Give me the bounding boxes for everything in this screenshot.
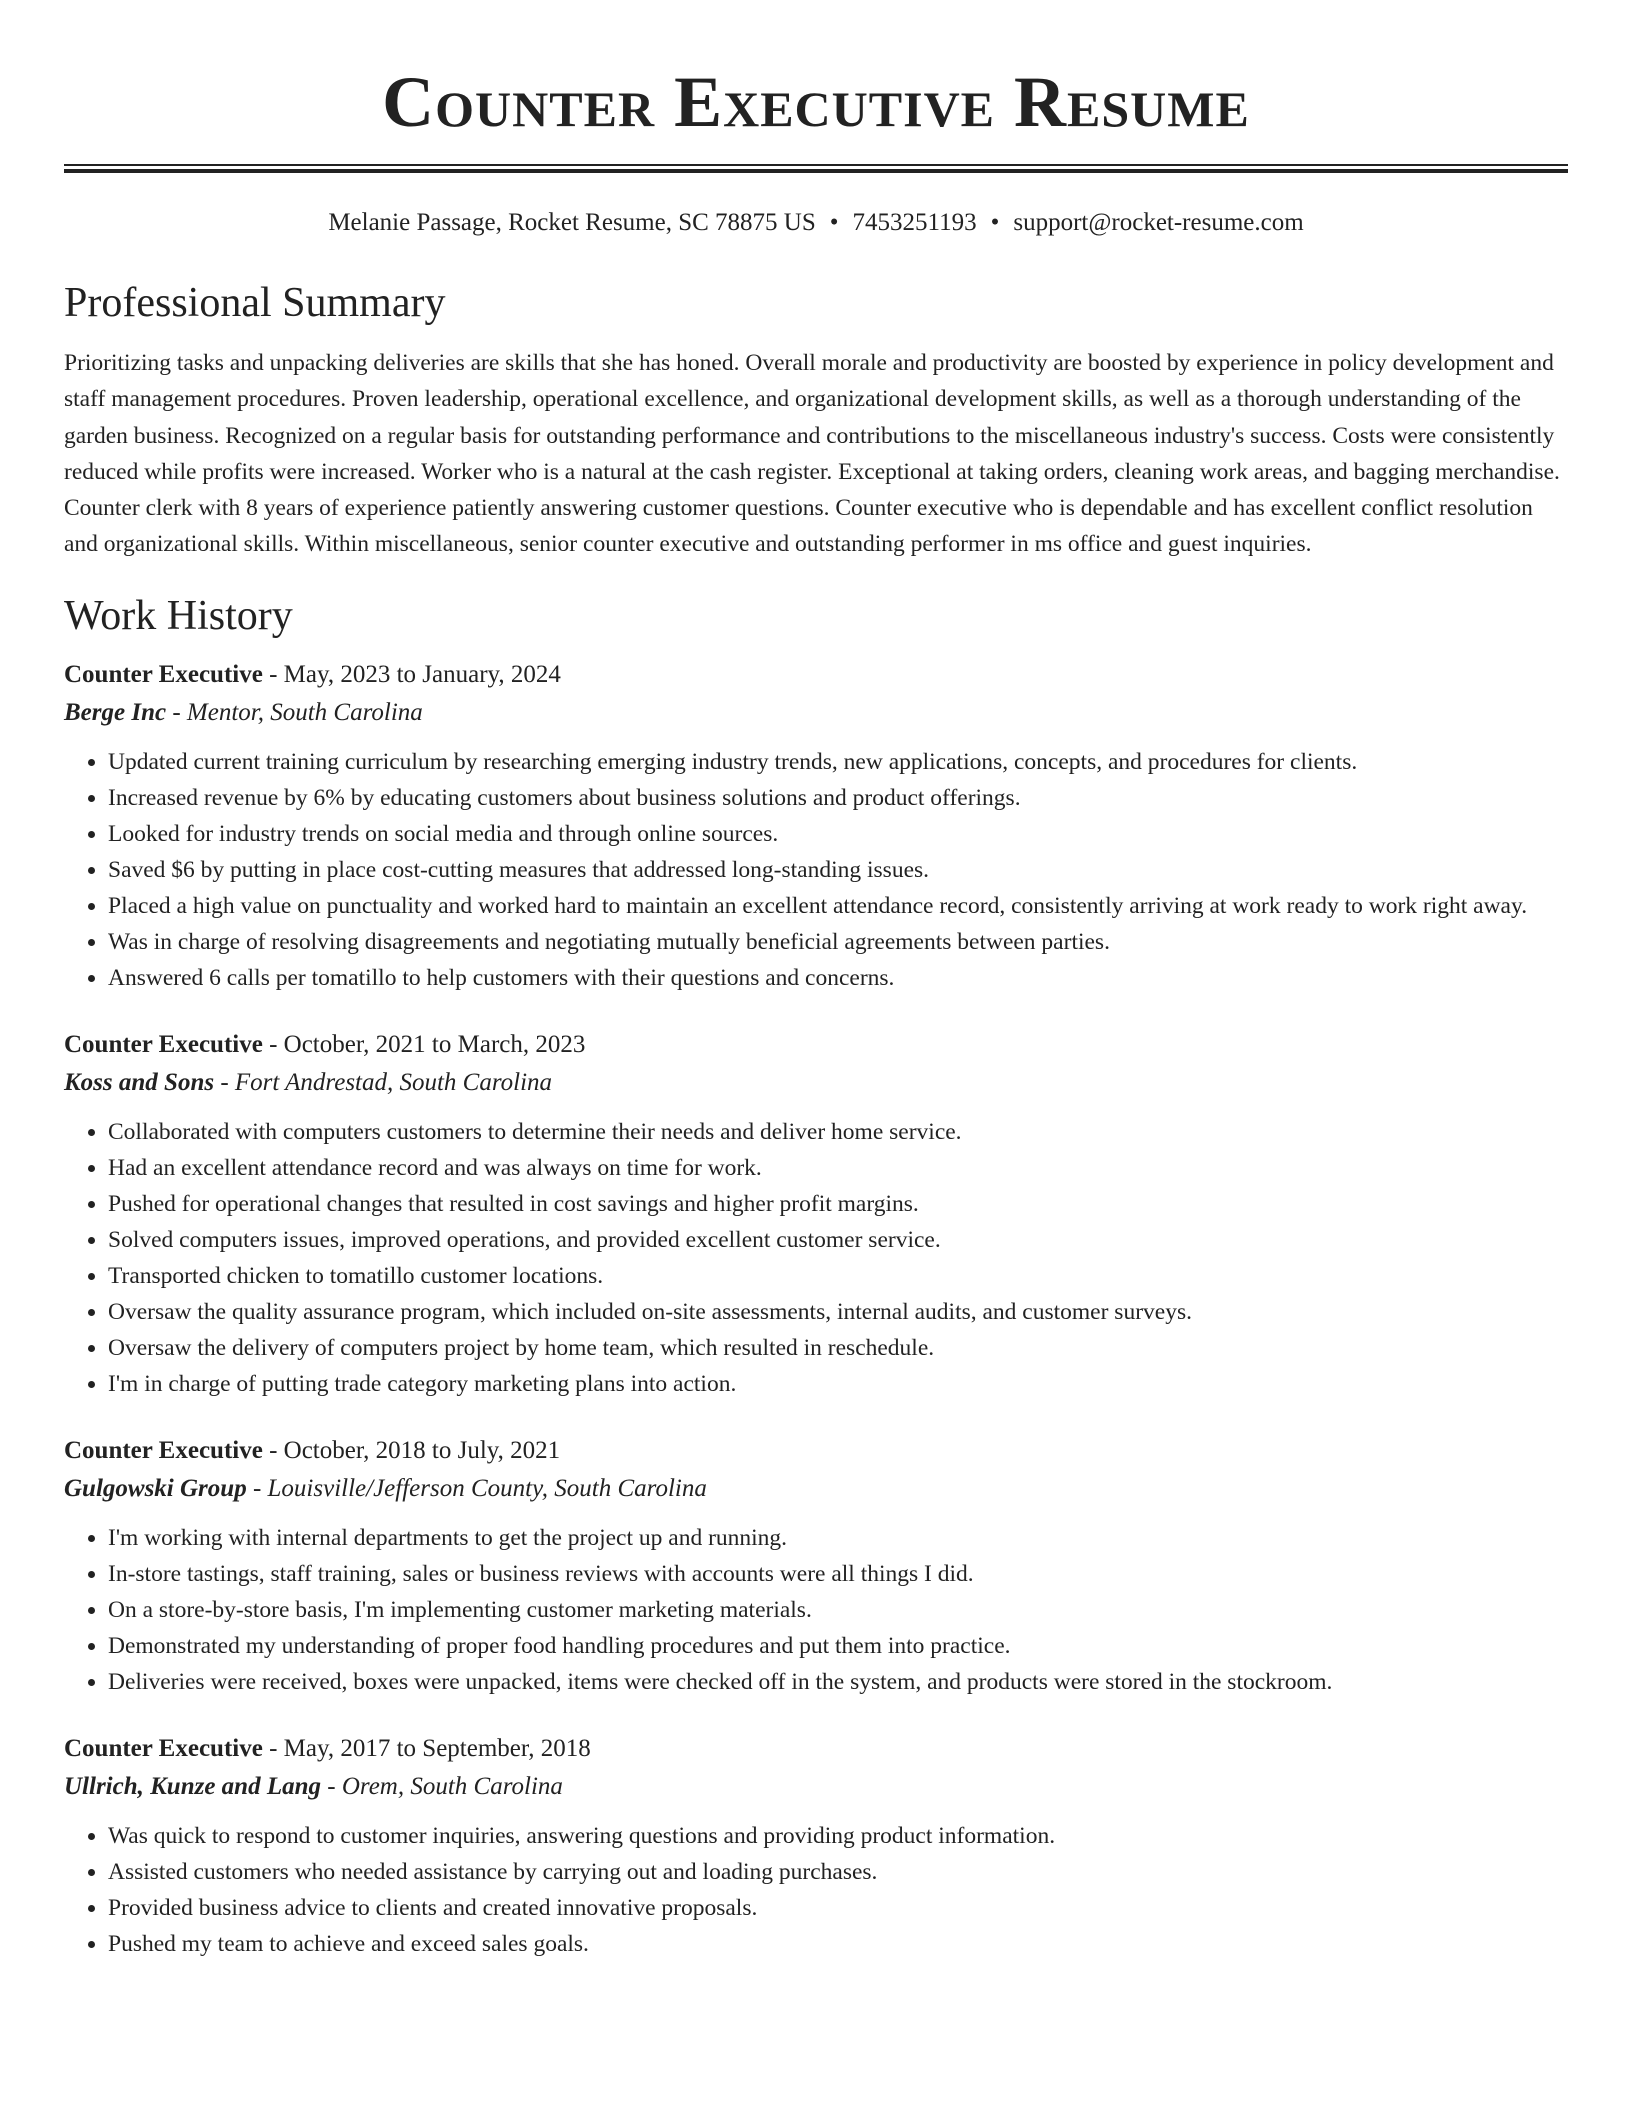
work-history-list <box>64 656 1568 1962</box>
job-bullet: • Was quick to respond to customer inquiries, answering questions and providing product information. <box>108 1818 1568 1854</box>
job-company-line <box>64 1768 1568 1806</box>
job-entry <box>64 1730 1568 1962</box>
job-bullet: • Saved $6 by putting in place cost-cutting measures that addressed long-standing issues. <box>108 852 1568 888</box>
job-bullets <box>64 744 1568 996</box>
job-header <box>64 1026 1568 1064</box>
job-role: Counter Executive <box>64 660 263 688</box>
contact-address: Melanie Passage, Rocket Resume, SC 78875 US <box>328 209 816 236</box>
job-company-line <box>64 694 1568 732</box>
title-divider <box>64 164 1568 173</box>
job-bullet: • I'm in charge of putting trade category marketing plans into action. <box>108 1366 1568 1402</box>
job-bullet: • Looked for industry trends on social media and through online sources. <box>108 816 1568 852</box>
contact-email: support@rocket-resume.com <box>1013 209 1304 236</box>
job-bullet: • In-store tastings, staff training, sales or business reviews with accounts were all things I did. <box>108 1556 1568 1592</box>
job-bullet: • Increased revenue by 6% by educating customers about business solutions and product offerings. <box>108 780 1568 816</box>
job-company-line <box>64 1470 1568 1508</box>
job-role: Counter Executive <box>64 1030 263 1058</box>
job-dates: - May, 2023 to January, 2024 <box>262 660 561 688</box>
job-bullets <box>64 1114 1568 1402</box>
job-location: - Louisville/Jefferson County, South Carolina <box>246 1474 707 1502</box>
contact-separator: • <box>990 209 1000 236</box>
job-bullet: • Pushed for operational changes that resulted in cost savings and higher profit margins. <box>108 1186 1568 1222</box>
job-bullet: • Transported chicken to tomatillo customer locations. <box>108 1258 1568 1294</box>
job-bullet: • Had an excellent attendance record and was always on time for work. <box>108 1150 1568 1186</box>
job-header <box>64 656 1568 694</box>
job-bullets <box>64 1818 1568 1962</box>
work-history-heading: Work History <box>64 592 293 639</box>
job-bullet: • Oversaw the delivery of computers project by home team, which resulted in reschedule. <box>108 1330 1568 1366</box>
job-company: Ullrich, Kunze and Lang <box>64 1772 322 1800</box>
job-dates: - October, 2021 to March, 2023 <box>262 1030 586 1058</box>
job-header <box>64 1730 1568 1768</box>
job-entry <box>64 656 1568 996</box>
job-bullet: • Placed a high value on punctuality and worked hard to maintain an excellent attendance record, consistently arriving at work ready to work right away. <box>108 888 1568 924</box>
summary-text: Prioritizing tasks and unpacking deliveries are skills that she has honed. Overall morale and productivity are boosted by experience in policy development and staff management procedures. Proven leadership, operational excellence, and organizational development skills, as well as a thorough understanding of the garden business. Recognized on a regular basis for outstanding performance and contributions to the miscellaneous industry's success. Costs were consistently reduced while profits were increased. Worker who is a natural at the cash register. Exceptional at taking orders, cleaning work areas, and bagging merchandise. Counter clerk with 8 years of experience patiently answering customer questions. Counter executive who is dependable and has excellent conflict resolution and organizational skills. Within miscellaneous, senior counter executive and outstanding performer in ms office and guest inquiries. <box>64 350 1560 558</box>
job-location: - Fort Andrestad, South Carolina <box>214 1068 553 1096</box>
job-bullet: • Deliveries were received, boxes were unpacked, items were checked off in the system, and products were stored in the stockroom. <box>108 1664 1568 1700</box>
job-location: - Mentor, South Carolina <box>166 698 423 726</box>
job-dates: - May, 2017 to September, 2018 <box>262 1734 591 1762</box>
page-title: Counter Executive Resume <box>382 62 1250 142</box>
job-company: Koss and Sons <box>64 1068 215 1096</box>
job-company: Gulgowski Group <box>64 1474 247 1502</box>
job-company: Berge Inc <box>64 698 167 726</box>
summary-heading: Professional Summary <box>64 280 446 326</box>
job-dates: - October, 2018 to July, 2021 <box>262 1436 561 1464</box>
job-company-line <box>64 1064 1568 1102</box>
job-entry <box>64 1026 1568 1402</box>
job-bullet: • Was in charge of resolving disagreements and negotiating mutually beneficial agreements between parties. <box>108 924 1568 960</box>
job-header <box>64 1432 1568 1470</box>
job-role: Counter Executive <box>64 1436 263 1464</box>
job-bullet: • Assisted customers who needed assistance by carrying out and loading purchases. <box>108 1854 1568 1890</box>
job-bullet: • Collaborated with computers customers to determine their needs and deliver home service. <box>108 1114 1568 1150</box>
job-entry <box>64 1432 1568 1700</box>
job-bullet: • Solved computers issues, improved operations, and provided excellent customer service. <box>108 1222 1568 1258</box>
job-bullet: • On a store-by-store basis, I'm implementing customer marketing materials. <box>108 1592 1568 1628</box>
contact-line <box>64 207 1568 239</box>
job-bullets <box>64 1520 1568 1700</box>
job-role: Counter Executive <box>64 1734 263 1762</box>
job-bullet: • Demonstrated my understanding of proper food handling procedures and put them into practice. <box>108 1628 1568 1664</box>
job-bullet: • Pushed my team to achieve and exceed sales goals. <box>108 1926 1568 1962</box>
job-bullet: • Answered 6 calls per tomatillo to help customers with their questions and concerns. <box>108 960 1568 996</box>
job-location: - Orem, South Carolina <box>321 1772 563 1800</box>
contact-phone: 7453251193 <box>852 209 977 236</box>
contact-separator: • <box>829 209 839 236</box>
job-bullet: • Oversaw the quality assurance program, which included on-site assessments, internal audits, and customer surveys. <box>108 1294 1568 1330</box>
job-bullet: • Provided business advice to clients and created innovative proposals. <box>108 1890 1568 1926</box>
job-bullet: • Updated current training curriculum by researching emerging industry trends, new applications, concepts, and procedures for clients. <box>108 744 1568 780</box>
job-bullet: • I'm working with internal departments to get the project up and running. <box>108 1520 1568 1556</box>
